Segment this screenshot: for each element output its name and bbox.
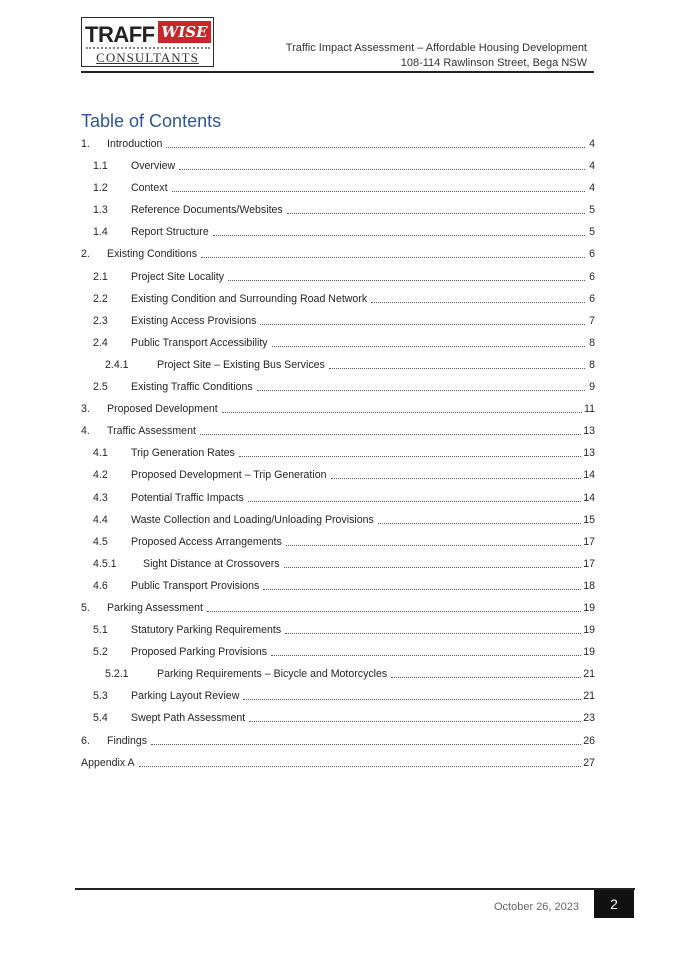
toc-entry-title: Proposed Development: [107, 403, 218, 416]
toc-leader-dots: [207, 600, 581, 612]
toc-entry-page: 4: [589, 138, 595, 150]
footer-date: October 26, 2023: [494, 901, 580, 913]
toc-entry-number: 4.: [81, 425, 90, 438]
header-address: 108-114 Rawlinson Street, Bega NSW: [400, 57, 587, 69]
toc-entry-page: 17: [583, 535, 595, 548]
toc-entry-number: 4.5: [93, 535, 108, 548]
toc-entry[interactable]: [81, 246, 595, 268]
toc-entry-title: Project Site Locality: [131, 270, 225, 283]
toc-leader-dots: [151, 733, 581, 745]
toc-leader-dots: [172, 180, 585, 192]
toc-entry-number: 4.4: [93, 513, 108, 526]
toc-entry-page: 8: [589, 336, 595, 349]
toc-leader-dots: [201, 246, 585, 258]
logo-text-wise: WISE: [158, 21, 211, 43]
toc-leader-dots: [228, 269, 585, 281]
toc-leader-dots: [213, 224, 585, 236]
toc-entry-title: Context: [131, 182, 168, 195]
toc-entry-number: 1.: [81, 138, 90, 150]
toc-entry[interactable]: [81, 445, 595, 467]
toc-entry[interactable]: [81, 600, 595, 622]
header-divider: [81, 71, 594, 73]
toc-entry-page: 21: [583, 668, 595, 681]
toc-entry-number: 4.2: [93, 469, 108, 482]
toc-entry-number: 5.1: [93, 624, 108, 637]
toc-leader-dots: [179, 158, 585, 170]
toc-entry-page: 19: [583, 601, 595, 614]
toc-entry-title: Swept Path Assessment: [131, 712, 246, 725]
toc-entry-page: 13: [583, 425, 595, 438]
table-of-contents: [81, 136, 595, 777]
toc-leader-dots: [243, 688, 581, 700]
toc-entry-title: Reference Documents/Websites: [131, 204, 283, 217]
toc-entry-title: Project Site – Existing Bus Services: [157, 358, 325, 371]
toc-leader-dots: [285, 622, 581, 634]
toc-leader-dots: [331, 467, 582, 479]
logo-text-traff: TRAFF: [85, 22, 155, 47]
toc-entry-page: 9: [589, 381, 595, 394]
toc-entry-page: 21: [583, 690, 595, 703]
toc-entry-number: 2.: [81, 248, 90, 261]
toc-entry-page: 4: [589, 160, 595, 173]
toc-entry-title: Sight Distance at Crossovers: [143, 557, 280, 570]
toc-entry[interactable]: [81, 578, 595, 600]
toc-entry[interactable]: [81, 622, 595, 644]
toc-leader-dots: [271, 644, 581, 656]
toc-entry-number: 5.4: [93, 712, 108, 725]
toc-entry[interactable]: [81, 224, 595, 246]
toc-entry-number: 1.2: [93, 182, 108, 195]
toc-entry-page: 5: [589, 204, 595, 217]
toc-entry-title: Potential Traffic Impacts: [131, 491, 244, 504]
toc-leader-dots: [249, 710, 581, 722]
toc-entry-title: Report Structure: [131, 226, 209, 239]
toc-entry-number: 5.2: [93, 646, 108, 659]
toc-entry-page: 4: [589, 182, 595, 195]
toc-entry-page: 26: [583, 734, 595, 747]
toc-entry[interactable]: [81, 733, 595, 755]
toc-entry[interactable]: [81, 688, 595, 710]
toc-entry[interactable]: [81, 202, 595, 224]
toc-entry[interactable]: [81, 556, 595, 578]
toc-leader-dots: [371, 291, 585, 303]
toc-entry-page: 6: [589, 270, 595, 283]
toc-entry[interactable]: [81, 512, 595, 534]
toc-entry[interactable]: [81, 158, 595, 180]
toc-entry-number: 2.2: [93, 292, 108, 305]
toc-entry-page: 27: [583, 756, 595, 769]
toc-entry-page: 6: [589, 292, 595, 305]
toc-entry-page: 13: [583, 447, 595, 460]
toc-entry-title: Public Transport Provisions: [131, 579, 260, 592]
toc-leader-dots: [329, 357, 585, 369]
toc-entry[interactable]: [81, 666, 595, 688]
toc-entry[interactable]: [81, 269, 595, 291]
toc-entry-number: 1.4: [93, 226, 108, 239]
toc-entry-title: Overview: [131, 160, 176, 173]
toc-entry-title: Parking Requirements – Bicycle and Motorcycles: [157, 668, 388, 681]
toc-entry-number: 3.: [81, 403, 90, 416]
toc-entry[interactable]: [81, 136, 595, 158]
toc-entry-title: Parking Layout Review: [131, 690, 240, 703]
toc-leader-dots: [166, 136, 585, 148]
toc-leader-dots: [263, 578, 581, 590]
toc-entry-title: Traffic Assessment: [107, 425, 196, 438]
toc-entry-title: Waste Collection and Loading/Unloading Provisions: [131, 513, 374, 526]
toc-entry-title: Existing Conditions: [107, 248, 198, 261]
page-number: 2: [594, 890, 634, 918]
toc-entry-title: Existing Access Provisions: [131, 314, 257, 327]
toc-entry-page: 5: [589, 226, 595, 239]
header-title: Traffic Impact Assessment – Affordable Housing Development: [285, 42, 587, 54]
toc-entry-page: 15: [583, 513, 595, 526]
toc-entry-title: Proposed Development – Trip Generation: [131, 469, 327, 482]
toc-entry-number: 4.5.1: [93, 557, 117, 570]
toc-entry-number: 4.1: [93, 447, 108, 460]
toc-entry-title: Trip Generation Rates: [131, 447, 235, 460]
toc-entry[interactable]: [81, 357, 595, 379]
toc-entry-number: 4.3: [93, 491, 108, 504]
toc-entry-title: Statutory Parking Requirements: [131, 624, 282, 637]
toc-entry-title: Parking Assessment: [107, 601, 203, 614]
toc-entry[interactable]: [81, 644, 595, 666]
toc-entry-number: 2.1: [93, 270, 108, 283]
toc-entry-title: Public Transport Accessibility: [131, 336, 268, 349]
toc-leader-dots: [284, 556, 582, 568]
toc-entry[interactable]: [81, 467, 595, 489]
toc-entry-page: 7: [589, 314, 595, 327]
toc-entry[interactable]: [81, 291, 595, 313]
toc-entry-number: 2.3: [93, 314, 108, 327]
toc-entry[interactable]: [81, 755, 595, 777]
toc-entry-title: Proposed Access Arrangements: [131, 535, 282, 548]
toc-entry-page: 19: [583, 646, 595, 659]
toc-entry-number: 4.6: [93, 579, 108, 592]
toc-entry-page: 17: [583, 557, 595, 570]
toc-entry[interactable]: [81, 534, 595, 556]
toc-entry-number: 5.2.1: [105, 668, 129, 681]
toc-entry[interactable]: [81, 379, 595, 401]
toc-entry-page: 6: [589, 248, 595, 261]
toc-entry-page: 11: [584, 403, 595, 416]
logo-text-consultants: CONSULTANTS: [96, 50, 199, 65]
toc-entry-title: Existing Condition and Surrounding Road Network: [131, 292, 368, 305]
toc-entry-page: 19: [583, 624, 595, 637]
toc-entry-number: 2.5: [93, 381, 108, 394]
toc-entry-title: Existing Traffic Conditions: [131, 381, 253, 394]
toc-entry-page: 23: [583, 712, 595, 725]
toc-entry[interactable]: [81, 335, 595, 357]
toc-entry-number: 6.: [81, 734, 90, 747]
toc-entry-title: Introduction: [107, 138, 163, 150]
toc-entry-number: 2.4.1: [105, 358, 129, 371]
toc-entry-page: 18: [583, 579, 595, 592]
toc-entry-number: 1.1: [93, 160, 108, 173]
toc-leader-dots: [139, 755, 582, 767]
page-header: [286, 41, 587, 71]
toc-leader-dots: [248, 490, 581, 502]
toc-entry[interactable]: [81, 423, 595, 445]
toc-leader-dots: [239, 445, 581, 457]
toc-entry-title: Proposed Parking Provisions: [131, 646, 268, 659]
toc-entry-page: 14: [583, 469, 595, 482]
toc-entry[interactable]: [81, 710, 595, 732]
toc-leader-dots: [287, 202, 585, 214]
toc-entry-page: 14: [583, 491, 595, 504]
toc-entry-title: Findings: [107, 734, 148, 747]
toc-leader-dots: [286, 534, 581, 546]
toc-leader-dots: [391, 666, 581, 678]
toc-entry-number: 5.3: [93, 690, 108, 703]
footer-divider: [75, 888, 635, 890]
toc-leader-dots: [200, 423, 581, 435]
toc-leader-dots: [272, 335, 585, 347]
toc-leader-dots: [257, 379, 585, 391]
toc-entry-title: Appendix A: [81, 756, 135, 769]
toc-entry-number: 5.: [81, 601, 90, 614]
toc-leader-dots: [378, 512, 581, 524]
toc-entry[interactable]: [81, 490, 595, 512]
toc-entry-page: 8: [589, 358, 595, 371]
toc-entry[interactable]: [81, 401, 595, 423]
toc-entry-number: 1.3: [93, 204, 108, 217]
toc-entry-number: 2.4: [93, 336, 108, 349]
toc-leader-dots: [260, 313, 585, 325]
toc-heading: Table of Contents: [81, 111, 222, 131]
toc-entry[interactable]: [81, 180, 595, 202]
toc-leader-dots: [222, 401, 582, 413]
company-logo: [81, 17, 214, 67]
toc-entry[interactable]: [81, 313, 595, 335]
